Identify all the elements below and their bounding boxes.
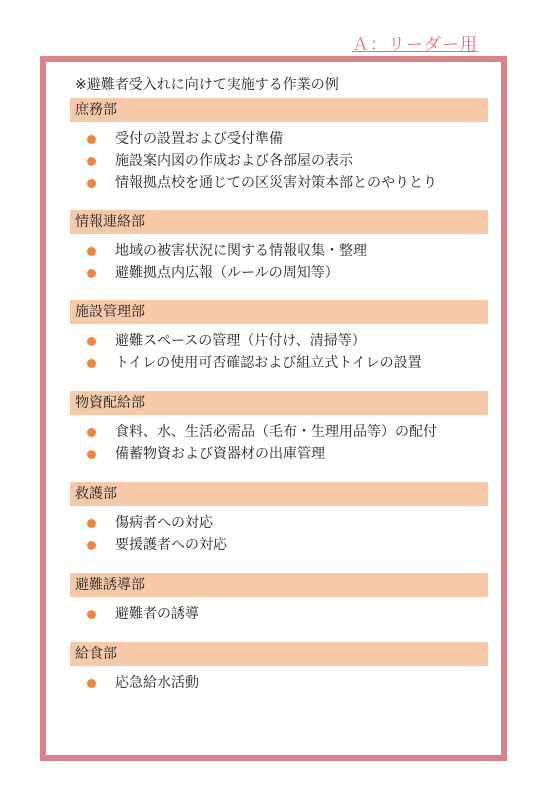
bullet-icon [87,450,96,459]
bullet-icon [87,179,96,188]
bullet-icon [87,337,96,346]
section-food-service [70,642,488,694]
leader-version-label: Ａ：リーダー用 [352,35,478,55]
list-item: 備蓄物資および資器材の出庫管理 [70,443,488,465]
list-item: 避難拠点内広報（ルールの周知等） [70,262,488,284]
bullet-icon [87,428,96,437]
bullet-icon [87,157,96,166]
section-information [70,210,488,284]
section-header: 物資配給部 [70,391,488,415]
list-item: 情報拠点校を通じての区災害対策本部とのやりとり [70,172,488,194]
list-item: 食料、水、生活必需品（毛布・生理用品等）の配付 [70,421,488,443]
bullet-icon [87,247,96,256]
list-item: 避難者の誘導 [70,603,488,625]
section-header: 庶務部 [70,98,488,122]
list-item: 応急給水活動 [70,672,488,694]
bullet-icon [87,541,96,550]
section-evacuation-guidance [70,573,488,625]
list-item: 要援護者への対応 [70,534,488,556]
list-item: 避難スペースの管理（片付け、清掃等） [70,330,488,352]
section-general-affairs [70,98,488,194]
bullet-icon [87,135,96,144]
section-supplies [70,391,488,465]
list-item: 地域の被害状況に関する情報収集・整理 [70,240,488,262]
list-item: 受付の設置および受付準備 [70,128,488,150]
bullet-icon [87,610,96,619]
section-header: 救護部 [70,482,488,506]
bullet-icon [87,679,96,688]
intro-note: ※避難者受入れに向けて実施する作業の例 [75,77,339,93]
bullet-icon [87,269,96,278]
section-facility [70,300,488,374]
section-header: 避難誘導部 [70,573,488,597]
bullet-icon [87,359,96,368]
bullet-icon [87,519,96,528]
list-item: 施設案内図の作成および各部屋の表示 [70,150,488,172]
work-example-frame [40,56,507,761]
list-item: 傷病者への対応 [70,512,488,534]
section-first-aid [70,482,488,556]
section-header: 施設管理部 [70,300,488,324]
section-header: 給食部 [70,642,488,666]
list-item: トイレの使用可否確認および組立式トイレの設置 [70,352,488,374]
section-header: 情報連絡部 [70,210,488,234]
